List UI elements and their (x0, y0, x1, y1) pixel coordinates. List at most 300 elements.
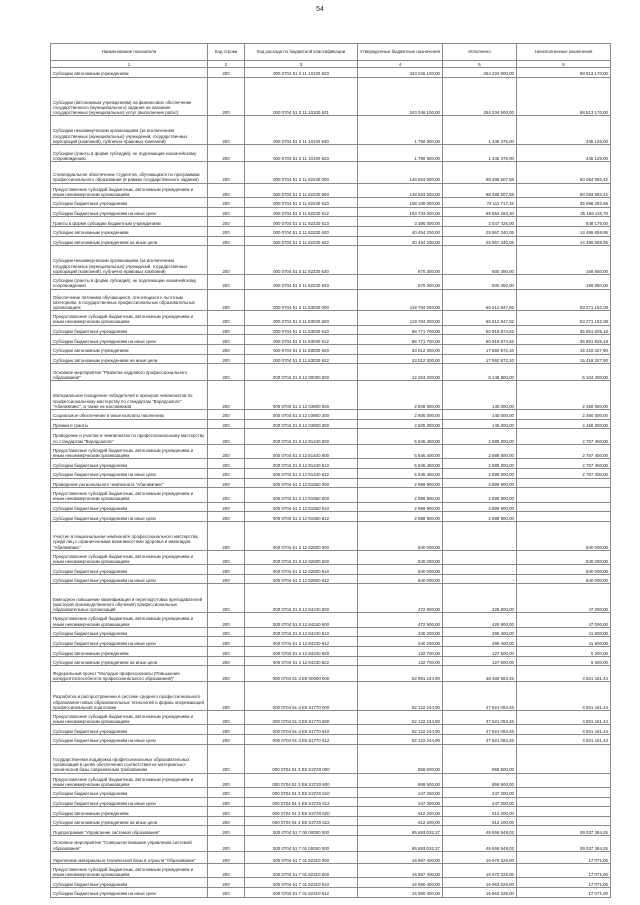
row-name: Гранты в форме субсидии бюджетным учреждениям (51, 217, 208, 227)
row-unexecuted: 35 851 825,18 (517, 335, 611, 345)
table-row (51, 584, 611, 613)
row-unexecuted: 39 037 384,25 (517, 826, 611, 836)
row-unexecuted: 4 501 161,44 (517, 666, 611, 682)
row-line-code: 200 (208, 183, 245, 197)
row-unexecuted: 35 169 116,70 (517, 207, 611, 217)
row-approved: 52 122 244,90 (358, 725, 443, 735)
row-expense-code: 000 0704 51 3 11 10100 621 (245, 77, 358, 116)
row-name: Проведение регионального чемпионата "Абилимпикс" (51, 478, 208, 488)
table-row (51, 145, 611, 162)
table-row (51, 682, 611, 711)
row-expense-code: 000 0704 51 3 E6 51770 000 (245, 682, 358, 711)
row-name: Ежегодное повышение квалификации и переподготовка преподавателей (мастеров производственного обучения) профессиональных образовательных организаций (51, 584, 208, 613)
row-name: Участие в Национальном чемпионате профессионального мастерства, среди лиц с ограниченными возможностями здоровья и инвалидов "Абилимпикс" (51, 521, 208, 550)
row-unexecuted: 41 800,00 (517, 627, 611, 637)
table-row (51, 512, 611, 522)
row-name: Субсидии (гранты в форме субсидий), не подлежащие казначейскому сопровождению (51, 145, 208, 162)
row-name: Основное мероприятие "Совершенствование управления системой образования" (51, 836, 208, 852)
row-line-code: 200 (208, 550, 245, 564)
row-executed: 50 919 874,82 (443, 335, 517, 345)
row-executed: 2 889 000,00 (443, 444, 517, 458)
row-expense-code: 000 0704 51 3 E6 51770 600 (245, 710, 358, 724)
row-unexecuted: 445 125,00 (517, 145, 611, 162)
row-name: Субсидии бюджетным учреждениям (51, 787, 208, 797)
table-row (51, 335, 611, 345)
row-expense-code: 000 0704 51 3 12 81560 612 (245, 512, 358, 522)
row-name: Основное мероприятие "Развитие кадрового профессионального образования" (51, 364, 208, 381)
row-line-code: 200 (208, 161, 245, 183)
table-row (51, 816, 611, 826)
row-expense-code: 000 0704 51 3 12 81440 610 (245, 459, 358, 469)
table-row (51, 207, 611, 217)
row-line-code: 200 (208, 512, 245, 522)
row-line-code: 200 (208, 381, 245, 410)
row-expense-code: 000 0704 51 3 12 81560 610 (245, 502, 358, 512)
row-executed: - (443, 550, 517, 564)
row-line-code: 200 (208, 68, 245, 78)
table-row (51, 637, 611, 647)
row-line-code: 200 (208, 145, 245, 162)
table-row (51, 734, 611, 744)
row-executed: 66 512 847,92 (443, 289, 517, 311)
row-unexecuted: 848 175,00 (517, 217, 611, 227)
row-unexecuted (517, 488, 611, 502)
row-unexecuted: 2 757 400,00 (517, 468, 611, 478)
row-line-code: 200 (208, 574, 245, 584)
table-row (51, 550, 611, 564)
table-index-row (51, 61, 611, 68)
row-executed: 254 234 900,00 (443, 77, 517, 116)
row-name: Материальное поощрение победителей и призеров чемпионатов по профессиональному мастерству по стандартам "Ворлдскиллс" "Абилимпикс", а также их наставников (51, 381, 208, 410)
row-line-code: 200 (208, 289, 245, 311)
row-name: Субсидии бюджетным учреждениям на иные цели (51, 574, 208, 584)
index-cell: 2 (208, 61, 245, 68)
row-line-code: 200 (208, 863, 245, 877)
row-unexecuted: 15 419 327,90 (517, 354, 611, 364)
row-executed: 17 592 972,10 (443, 354, 517, 364)
row-executed: 17 592 972,10 (443, 344, 517, 354)
row-unexecuted: 840 000,00 (517, 550, 611, 564)
row-name: Субсидии бюджетным учреждениям (51, 325, 208, 335)
row-name: Предоставление субсидий бюджетным, автономным учреждениям и иным некоммерческим организациям (51, 710, 208, 724)
row-approved: 247 300,00 (358, 797, 443, 807)
row-approved: 119 784 000,00 (358, 289, 443, 311)
row-approved: 148 563 500,00 (358, 161, 443, 183)
table-row (51, 236, 611, 246)
row-expense-code: 000 0704 51 3 11 10100 633 (245, 145, 358, 162)
row-name: Субсидии бюджетным учреждениям (51, 878, 208, 888)
row-expense-code: 000 0704 51 3 12 00000 000 (245, 364, 358, 381)
row-line-code: 200 (208, 226, 245, 236)
row-unexecuted: 2 460 000,00 (517, 419, 611, 429)
row-name: Федеральный проект "Молодые профессионалы (Повышение конкурентоспособности профессионального образования)" (51, 666, 208, 682)
table-row (51, 444, 611, 458)
row-executed: 45 655 649,02 (443, 836, 517, 852)
row-executed: 2 547 425,00 (443, 217, 517, 227)
row-approved: 16 980 400,00 (358, 887, 443, 897)
row-executed: - (443, 565, 517, 575)
row-name: Субсидии бюджетным учреждениям на иные цели (51, 797, 208, 807)
row-approved: 104 733 000,00 (358, 207, 443, 217)
row-unexecuted (517, 816, 611, 826)
table-row (51, 344, 611, 354)
row-executed: 16 963 329,00 (443, 878, 517, 888)
row-executed: 247 300,00 (443, 787, 517, 797)
row-approved: 840 000,00 (358, 550, 443, 564)
row-line-code: 200 (208, 311, 245, 325)
row-name: Предоставление субсидий бюджетным, автономным учреждениям и иным некоммерческим организациям (51, 773, 208, 787)
row-approved: 2 605 000,00 (358, 381, 443, 410)
row-expense-code: 000 0704 51 3 11 83030 600 (245, 311, 358, 325)
row-unexecuted: 840 000,00 (517, 565, 611, 575)
row-line-code: 200 (208, 217, 245, 227)
row-unexecuted: 41 800,00 (517, 637, 611, 647)
row-name: Субсидии автономным учреждениям (51, 68, 208, 78)
budget-execution-table (50, 43, 611, 898)
row-expense-code: 000 0704 51 3 12 84240 612 (245, 637, 358, 647)
row-name: Предоставление субсидий бюджетным, автономным учреждениям и иным некоммерческим организациям (51, 444, 208, 458)
row-unexecuted: 14 486 859,95 (517, 226, 611, 236)
row-executed: 2 889 000,00 (443, 468, 517, 478)
row-line-code: 200 (208, 409, 245, 419)
row-line-code: 200 (208, 198, 245, 208)
table-row (51, 613, 611, 627)
row-line-code: 200 (208, 207, 245, 217)
row-expense-code: 000 0704 51 3 12 82600 612 (245, 574, 358, 584)
row-line-code: 200 (208, 459, 245, 469)
row-approved: 33 012 300,00 (358, 344, 443, 354)
row-executed: 47 621 083,46 (443, 682, 517, 711)
row-approved: 119 784 000,00 (358, 311, 443, 325)
header-approved: Утвержденные бюджетные назначения (358, 44, 443, 61)
row-name: Субсидии бюджетным учреждениям (51, 725, 208, 735)
row-approved: 612 200,00 (358, 807, 443, 817)
row-expense-code: 000 0704 51 3 11 82230 633 (245, 275, 358, 289)
index-cell: 1 (51, 61, 208, 68)
row-expense-code: 000 0704 51 3 12 82600 000 (245, 521, 358, 550)
row-executed: 500 450,00 (443, 275, 517, 289)
row-expense-code: 000 0704 51 3 11 10100 630 (245, 116, 358, 145)
row-executed: 25 967 340,05 (443, 236, 517, 246)
row-executed: 425 900,00 (443, 584, 517, 613)
row-expense-code: 000 0704 51 3 12 81440 612 (245, 468, 358, 478)
row-unexecuted (517, 512, 611, 522)
row-line-code: 200 (208, 878, 245, 888)
row-expense-code: 000 0704 51 7 01 82310 000 (245, 851, 358, 863)
row-expense-code: 000 0704 51 3 E6 S3720 610 (245, 787, 358, 797)
row-unexecuted (517, 478, 611, 488)
table-row (51, 409, 611, 419)
row-unexecuted: 47 000,00 (517, 613, 611, 627)
row-line-code: 200 (208, 734, 245, 744)
row-name: Предоставление субсидий бюджетным, автономным учреждениям и иным некоммерческим организациям (51, 183, 208, 197)
row-unexecuted: 53 271 152,08 (517, 311, 611, 325)
row-name: Субсидии бюджетным учреждениям на иные цели (51, 637, 208, 647)
row-name: Субсидии некоммерческим организациям (за исключением государственных (муниципальных) учреждений, государственных корпораций (компаний), публично-правовых компаний) (51, 116, 208, 145)
row-unexecuted: 4 501 161,44 (517, 710, 611, 724)
row-line-code: 200 (208, 851, 245, 863)
row-approved: 343 046 100,00 (358, 77, 443, 116)
row-executed: 1 345 375,00 (443, 116, 517, 145)
row-line-code: 200 (208, 744, 245, 773)
row-expense-code: 000 0704 51 3 11 83030 610 (245, 325, 358, 335)
row-name: Предоставление субсидий бюджетным, автономным учреждениям и иным некоммерческим организациям (51, 311, 208, 325)
row-expense-code: 000 0704 51 3 E6 S3720 000 (245, 744, 358, 773)
table-row (51, 574, 611, 584)
index-cell: 5 (443, 61, 517, 68)
row-expense-code: 000 0704 51 3 11 82230 630 (245, 246, 358, 275)
row-line-code: 200 (208, 521, 245, 550)
header-unexecuted: Неисполненные назначения (517, 44, 611, 61)
row-unexecuted: 4 501 161,44 (517, 734, 611, 744)
row-expense-code: 000 0704 51 3 11 83030 612 (245, 335, 358, 345)
table-row (51, 744, 611, 773)
row-line-code: 200 (208, 725, 245, 735)
row-name: Субсидии бюджетным учреждениям на иные цели (51, 512, 208, 522)
row-unexecuted: 53 271 152,08 (517, 289, 611, 311)
row-name: Предоставление субсидий бюджетным, автономным учреждениям и иным некоммерческим организациям (51, 488, 208, 502)
row-approved: 840 000,00 (358, 565, 443, 575)
row-name: Субсидии бюджетным учреждениям на иные цели (51, 887, 208, 897)
row-name: Субсидии бюджетным учреждениям (51, 459, 208, 469)
row-expense-code: 000 0704 51 3 11 82230 613 (245, 217, 358, 227)
row-executed: 47 621 083,46 (443, 725, 517, 735)
row-expense-code: 000 0704 51 3 12 84240 620 (245, 647, 358, 657)
row-expense-code: 000 0704 51 3 E6 S3720 612 (245, 797, 358, 807)
row-line-code: 200 (208, 364, 245, 381)
row-unexecuted: 88 813 170,00 (517, 68, 611, 78)
table-row (51, 289, 611, 311)
row-approved: 16 987 400,00 (358, 863, 443, 877)
row-executed: 127 500,00 (443, 656, 517, 666)
table-header-row (51, 44, 611, 61)
row-name: Субсидии автономным учреждениям на иные цели (51, 354, 208, 364)
row-line-code: 200 (208, 444, 245, 458)
row-approved: 12 253 200,00 (358, 364, 443, 381)
row-executed: 16 970 329,00 (443, 851, 517, 863)
row-expense-code: 000 0704 51 3 11 82230 600 (245, 183, 358, 197)
row-executed: 66 512 847,92 (443, 311, 517, 325)
row-line-code: 200 (208, 468, 245, 478)
row-line-code: 200 (208, 637, 245, 647)
row-name: Субсидии бюджетным учреждениям на иные цели (51, 335, 208, 345)
row-expense-code: 000 0704 51 3 12 03900 350 (245, 419, 358, 429)
page-number: 54 (316, 6, 324, 13)
table-row (51, 311, 611, 325)
table-row (51, 807, 611, 817)
row-approved: 52 981 244,90 (358, 666, 443, 682)
row-executed: 47 621 083,46 (443, 710, 517, 724)
row-name: Предоставление субсидий бюджетным, автономным учреждениям и иным некоммерческим организациям (51, 613, 208, 627)
row-expense-code: 000 0704 51 3 12 82600 610 (245, 565, 358, 575)
row-name: Субсидии автономным учреждениям на иные цели (51, 656, 208, 666)
table-row (51, 725, 611, 735)
row-line-code: 200 (208, 816, 245, 826)
table-row (51, 488, 611, 502)
table-row (51, 787, 611, 797)
row-expense-code: 000 0704 51 3 E6 S3720 620 (245, 807, 358, 817)
row-unexecuted: 169 850,00 (517, 246, 611, 275)
row-unexecuted: 35 998 282,68 (517, 198, 611, 208)
row-line-code: 200 (208, 246, 245, 275)
row-approved: 52 122 244,90 (358, 710, 443, 724)
row-approved: 5 646 400,00 (358, 468, 443, 478)
row-expense-code: 000 0704 51 3 12 81440 600 (245, 444, 358, 458)
table-row (51, 797, 611, 807)
row-executed: 47 621 083,46 (443, 734, 517, 744)
row-executed: 98 488 507,58 (443, 161, 517, 183)
row-executed: 98 488 507,58 (443, 183, 517, 197)
row-line-code: 200 (208, 502, 245, 512)
row-line-code: 200 (208, 666, 245, 682)
row-expense-code: 000 0704 51 3 E6 S3720 622 (245, 816, 358, 826)
row-executed: 425 900,00 (443, 613, 517, 627)
row-name: Субсидии автономным учреждениям (51, 807, 208, 817)
row-unexecuted: 2 757 400,00 (517, 429, 611, 445)
row-unexecuted: 17 071,00 (517, 863, 611, 877)
row-executed: 254 234 900,00 (443, 68, 517, 78)
row-approved: 2 605 000,00 (358, 409, 443, 419)
row-approved: 840 000,00 (358, 574, 443, 584)
row-approved: 670 300,00 (358, 275, 443, 289)
table-row (51, 364, 611, 381)
row-approved: 108 109 000,00 (358, 198, 443, 208)
row-name: Субсидии (автономным учреждениям) на финансовое обеспечение государственного (муниципального) задания на оказание государственных (муниципальных) услуг (выполнение работ) (51, 77, 208, 116)
row-executed: 145 000,00 (443, 381, 517, 410)
row-executed: 6 148 800,00 (443, 364, 517, 381)
row-unexecuted: 6 104 400,00 (517, 364, 611, 381)
row-name: Субсидии автономным учреждениям (51, 647, 208, 657)
header-indicator-name: Наименование показателя (51, 44, 208, 61)
table-row (51, 77, 611, 116)
row-expense-code: 000 0704 51 3 11 83030 000 (245, 289, 358, 311)
row-executed: 45 655 649,02 (443, 826, 517, 836)
row-unexecuted: 17 071,00 (517, 887, 611, 897)
row-name: Подпрограмма "Управление системой образования" (51, 826, 208, 836)
row-executed: 2 888 900,00 (443, 502, 517, 512)
row-line-code: 200 (208, 419, 245, 429)
row-executed: 2 888 900,00 (443, 512, 517, 522)
row-approved: 132 700,00 (358, 647, 443, 657)
row-expense-code: 000 0704 51 3 12 82600 600 (245, 550, 358, 564)
row-executed: 298 400,00 (443, 627, 517, 637)
row-line-code: 200 (208, 887, 245, 897)
row-approved: 33 012 300,00 (358, 354, 443, 364)
row-unexecuted: 840 000,00 (517, 521, 611, 550)
row-name: Стипендиальное обеспечение студентов, обучающихся по программам профессионального образования (в рамках государственного задания) (51, 161, 208, 183)
row-executed: 72 111 717,32 (443, 198, 517, 208)
row-line-code: 200 (208, 565, 245, 575)
row-expense-code: 000 0704 51 3 12 03900 000 (245, 381, 358, 410)
row-unexecuted: 445 125,00 (517, 116, 611, 145)
row-expense-code: 000 0704 51 7 01 00000 000 (245, 836, 358, 852)
row-line-code: 200 (208, 344, 245, 354)
row-approved: 52 122 244,90 (358, 682, 443, 711)
row-approved: 472 900,00 (358, 613, 443, 627)
row-executed: 298 400,00 (443, 637, 517, 647)
table-row (51, 381, 611, 410)
row-approved: 5 646 400,00 (358, 459, 443, 469)
row-executed: 69 564 283,30 (443, 207, 517, 217)
table-row (51, 878, 611, 888)
row-expense-code: 000 0704 51 3 E6 51770 612 (245, 734, 358, 744)
row-approved: 86 771 700,00 (358, 335, 443, 345)
row-approved: 840 000,00 (358, 521, 443, 550)
row-name: Субсидии автономным учреждениям на иные цели (51, 236, 208, 246)
row-approved: 16 980 400,00 (358, 878, 443, 888)
table-body (51, 68, 611, 898)
row-unexecuted: 17 071,00 (517, 851, 611, 863)
row-approved: 340 200,00 (358, 627, 443, 637)
row-approved: 40 454 200,00 (358, 226, 443, 236)
table-row (51, 161, 611, 183)
table-row (51, 217, 611, 227)
table-row (51, 226, 611, 236)
row-unexecuted: 39 037 384,25 (517, 836, 611, 852)
row-name: Субсидии бюджетным учреждениям на иные цели (51, 207, 208, 217)
index-cell: 6 (517, 61, 611, 68)
row-expense-code: 000 0704 51 3 12 84240 600 (245, 613, 358, 627)
row-line-code: 200 (208, 354, 245, 364)
row-name: Государственная поддержка профессиональных образовательных организаций в целях обеспечения соответствия их материально-технической базы современным требованиям (51, 744, 208, 773)
row-executed: 145 000,00 (443, 409, 517, 419)
index-cell: 4 (358, 61, 443, 68)
row-expense-code: 000 0704 51 7 01 82310 612 (245, 887, 358, 897)
row-name: Субсидии автономным учреждениям на иные цели (51, 816, 208, 826)
table-row (51, 68, 611, 78)
row-executed: 612 200,00 (443, 816, 517, 826)
row-line-code: 200 (208, 236, 245, 246)
row-line-code: 200 (208, 488, 245, 502)
row-approved: 85 693 032,27 (358, 826, 443, 836)
row-name: Субсидии некоммерческим организациям (за исключением государственных (муниципальных) учреждений, государственных корпораций (компаний), публично-правовых компаний) (51, 246, 208, 275)
row-executed: 16 970 329,00 (443, 863, 517, 877)
row-executed: 500 450,00 (443, 246, 517, 275)
table-row (51, 478, 611, 488)
table-row (51, 325, 611, 335)
header-executed: Исполнено (443, 44, 517, 61)
row-name: Обеспечение питанием обучающихся, относящихся к льготным категориям, в государственных профессиональных образовательных организациях (51, 289, 208, 311)
row-expense-code: 000 0704 51 3 12 81440 000 (245, 429, 358, 445)
row-expense-code: 000 0704 51 7 01 82310 610 (245, 878, 358, 888)
row-line-code: 200 (208, 613, 245, 627)
row-executed: 2 889 000,00 (443, 459, 517, 469)
row-line-code: 200 (208, 77, 245, 116)
row-unexecuted: 47 000,00 (517, 584, 611, 613)
row-expense-code: 000 0704 51 3 11 83030 622 (245, 354, 358, 364)
row-executed: 25 967 340,05 (443, 226, 517, 236)
row-approved: 132 700,00 (358, 656, 443, 666)
row-unexecuted: 5 200,00 (517, 656, 611, 666)
table-row (51, 627, 611, 637)
row-line-code: 200 (208, 429, 245, 445)
table-row (51, 116, 611, 145)
row-approved: 2 888 900,00 (358, 488, 443, 502)
table-row (51, 656, 611, 666)
row-line-code: 200 (208, 627, 245, 637)
row-executed: 2 888 900,00 (443, 478, 517, 488)
row-approved: 670 300,00 (358, 246, 443, 275)
row-line-code: 200 (208, 647, 245, 657)
row-approved: 2 888 900,00 (358, 478, 443, 488)
table-row (51, 183, 611, 197)
table-row (51, 710, 611, 724)
row-executed: 2 889 000,00 (443, 429, 517, 445)
row-approved: 1 790 500,00 (358, 145, 443, 162)
row-executed: 127 500,00 (443, 647, 517, 657)
row-approved: 2 888 900,00 (358, 512, 443, 522)
row-executed: - (443, 574, 517, 584)
